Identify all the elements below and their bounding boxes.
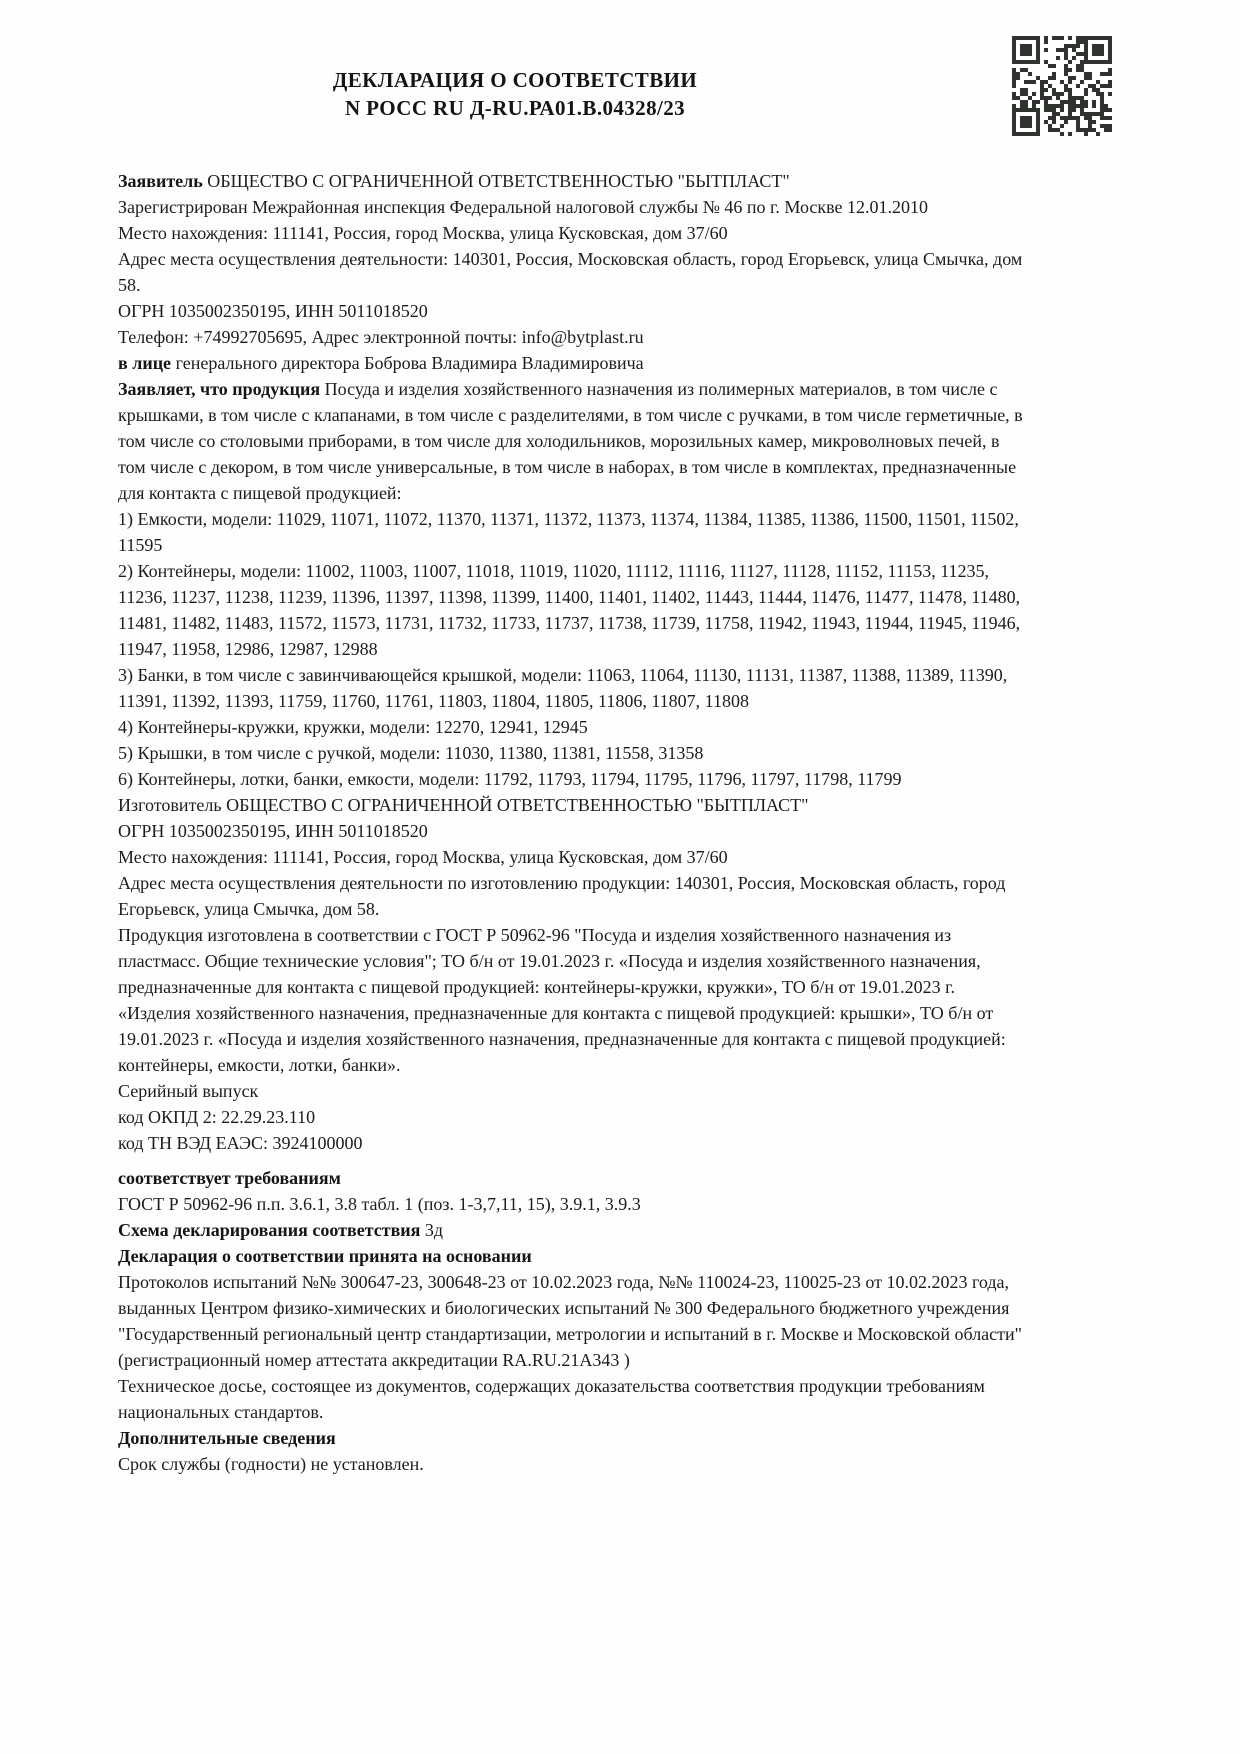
product-list-1 [118,506,1024,558]
scheme-label: Схема декларирования соответствия [118,1220,421,1240]
basis-label: Декларация о соответствии принята на основании [118,1246,532,1266]
text-run: 4) Контейнеры-кружки, кружки, модели: 12270, 12941, 12945 [118,717,588,737]
compliance-label: соответствует требованиям [118,1168,341,1188]
production-standards-line [118,922,1024,1078]
text-run: Адрес места осуществления деятельности: 140301, Россия, Московская область, город Егорьевск, улица Смычка, дом 58. [118,249,1023,295]
okpd-code-line [118,1104,1024,1130]
activity-address-line [118,246,1024,298]
text-run: Место нахождения: 111141, Россия, город Москва, улица Кусковская, дом 37/60 [118,847,728,867]
text-run: Посуда и изделия хозяйственного назначения из полимерных материалов, в том числе с крышками, в том числе с клапанами, в том числе с разделителями, в том числе с ручками, в том числе герметичные, в том числе со столовыми приборами, в том числе для холодильников, морозильных камер, микроволновых печей, в том числе с декором, в том числе универсальные, в том числе в наборах, в том числе в комплектах, предназначенные для контакта с пищевой продукцией: [118,379,1023,503]
text-run: ОГРН 1035002350195, ИНН 5011018520 [118,301,428,321]
document-header [0,0,1240,160]
applicant-label: Заявитель [118,171,203,191]
applicant-line [118,168,1024,194]
text-run: Серийный выпуск [118,1081,259,1101]
serial-production-line [118,1078,1024,1104]
text-run: ОГРН 1035002350195, ИНН 5011018520 [118,821,428,841]
text-run: 6) Контейнеры, лотки, банки, емкости, модели: 11792, 11793, 11794, 11795, 11796, 11797, 11798, 11799 [118,769,902,789]
test-protocols-line [118,1269,1024,1373]
manufacturer-line [118,792,1024,818]
declares-label: Заявляет, что продукция [118,379,321,399]
product-list-3 [118,662,1024,714]
registration-line [118,194,1024,220]
text-run: код ОКПД 2: 22.29.23.110 [118,1107,316,1127]
qr-code-icon [1012,36,1112,136]
product-declaration-line [118,376,1024,506]
tnved-code-line [118,1130,1024,1156]
text-run: ОБЩЕСТВО С ОГРАНИЧЕННОЙ ОТВЕТСТВЕННОСТЬЮ "БЫТПЛАСТ" [202,171,790,191]
text-run: Техническое досье, состоящее из документов, содержащих доказательства соответствия продукции требованиям национальных стандартов. [118,1376,985,1422]
product-list-2 [118,558,1024,662]
representative-label: в лице [118,353,172,373]
text-run: Изготовитель ОБЩЕСТВО С ОГРАНИЧЕННОЙ ОТВЕТСТВЕННОСТЬЮ "БЫТПЛАСТ" [118,795,809,815]
text-run: Зарегистрирован Межрайонная инспекция Федеральной налоговой службы № 46 по г. Москве 12.01.2010 [118,197,929,217]
declaration-basis-heading [118,1243,1024,1269]
text-run: 5) Крышки, в том числе с ручкой, модели: 11030, 11380, 11381, 11558, 31358 [118,743,704,763]
manufacturer-location-line [118,844,1024,870]
text-run: Протоколов испытаний №№ 300647-23, 300648-23 от 10.02.2023 года, №№ 110024-23, 110025-23 от 10.02.2023 года, выданных Центром физико-химических и биологических испытаний № 300 Федерального бюджетного учреждения "Государственный региональный центр стандартизации, метрологии и испытаний в г. Москве и Московской области" (регистрационный номер аттестата аккредитации RA.RU.21A343 ) [118,1272,1023,1370]
representative-line [118,350,1024,376]
text-run: Срок службы (годности) не установлен. [118,1454,424,1474]
text-run: Адрес места осуществления деятельности по изготовлению продукции: 140301, Россия, Московская область, город Егорьевск, улица Смычка, дом 58. [118,873,1006,919]
title-line-2: N РОСС RU Д-RU.РА01.В.04328/23 [344,96,686,120]
service-life-line [118,1451,1024,1477]
text-run: генерального директора Боброва Владимира Владимировича [171,353,644,373]
declaration-scheme-line [118,1217,1024,1243]
document-title [115,66,915,122]
product-list-6 [118,766,1024,792]
location-address-line [118,220,1024,246]
product-list-4 [118,714,1024,740]
additional-info-label: Дополнительные сведения [118,1428,336,1448]
product-list-5 [118,740,1024,766]
text-run: 1) Емкости, модели: 11029, 11071, 11072, 11370, 11371, 11372, 11373, 11374, 11384, 11385, 11386, 11500, 11501, 11502, 11595 [118,509,1019,555]
title-line-1: ДЕКЛАРАЦИЯ О СООТВЕТСТВИИ [332,68,698,92]
technical-dossier-line [118,1373,1024,1425]
text-run: 3) Банки, в том числе с завинчивающейся крышкой, модели: 11063, 11064, 11130, 11131, 11387, 11388, 11389, 11390, 11391, 11392, 11393, 11759, 11760, 11761, 11803, 11804, 11805, 11806, 11807, 11808 [118,665,1008,711]
phone-email-line [118,324,1024,350]
manufacturer-activity-address-line [118,870,1024,922]
document-body [118,168,1024,1477]
text-run: Место нахождения: 111141, Россия, город Москва, улица Кусковская, дом 37/60 [118,223,728,243]
text-run: код ТН ВЭД ЕАЭС: 3924100000 [118,1133,363,1153]
text-run: 3д [420,1220,444,1240]
text-run: Телефон: +74992705695, Адрес электронной почты: info@bytplast.ru [118,327,644,347]
ogrn-inn-line [118,298,1024,324]
text-run: 2) Контейнеры, модели: 11002, 11003, 11007, 11018, 11019, 11020, 11112, 11116, 11127, 11128, 11152, 11153, 11235, 11236, 11237, 11238, 11239, 11396, 11397, 11398, 11399, 11400, 11401, 11402, 11443, 11444, 11476, 11477, 11478, 11480, 11481, 11482, 11483, 11572, 11573, 11731, 11732, 11733, 11737, 11738, 11739, 11758, 11942, 11943, 11944, 11945, 11946, 11947, 11958, 12986, 12987, 12988 [118,561,1021,659]
text-run: ГОСТ Р 50962-96 п.п. 3.6.1, 3.8 табл. 1 (поз. 1-3,7,11, 15), 3.9.1, 3.9.3 [118,1194,641,1214]
text-run: Продукция изготовлена в соответствии с ГОСТ Р 50962-96 "Посуда и изделия хозяйственного назначения из пластмасс. Общие технические условия"; ТО б/н от 19.01.2023 г. «Посуда и изделия хозяйственного назначения, предназначенные для контакта с пищевой продукцией: контейнеры-кружки, кружки», ТО б/н от 19.01.2023 г. «Изделия хозяйственного назначения, предназначенные для контакта с пищевой продукцией: крышки», ТО б/н от 19.01.2023 г. «Посуда и изделия хозяйственного назначения, предназначенные для контакта с пищевой продукцией: контейнеры, емкости, лотки, банки». [118,925,1006,1075]
compliance-heading [118,1165,1024,1191]
manufacturer-ogrn-inn-line [118,818,1024,844]
additional-info-heading [118,1425,1024,1451]
gost-requirements-line [118,1191,1024,1217]
